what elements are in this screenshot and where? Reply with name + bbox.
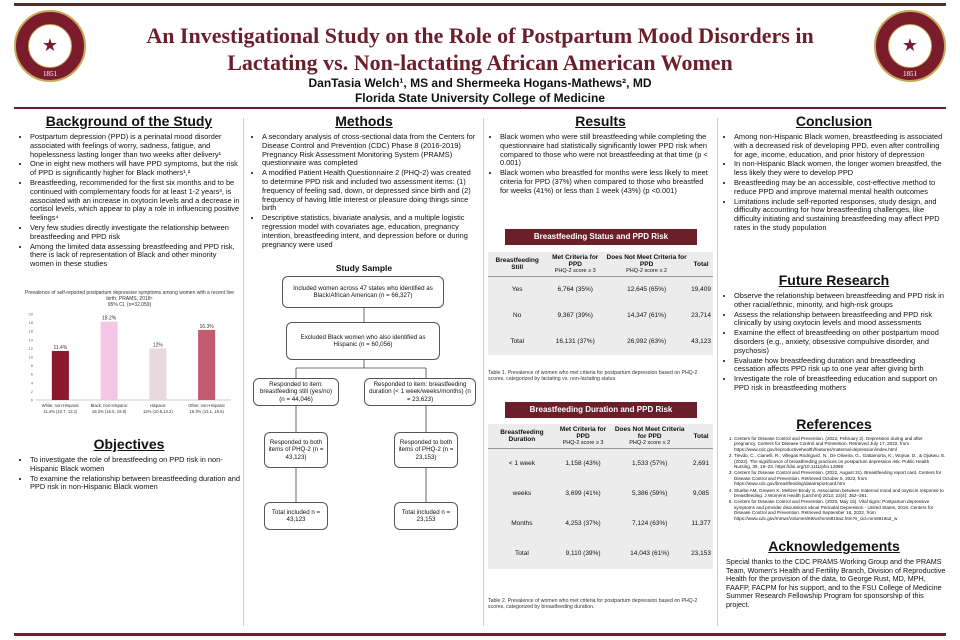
x-category-label: Hispanic	[149, 403, 166, 408]
conclusion-item: • In non-Hispanic Black women, the longer women breastfed, the less likely they were to develop PPD	[734, 160, 946, 178]
table-cell: 9,110 (39%)	[565, 550, 601, 557]
x-category-ci: 16.3% (13.1, 19.5)	[189, 409, 224, 414]
y-tick-label: 10	[28, 354, 33, 360]
x-category-ci: 11.4% (10.7, 12.1)	[43, 409, 78, 414]
table-cell: 1,533 (57%)	[631, 460, 668, 468]
table-subheader: PHQ-2 score ≤ 2	[626, 268, 668, 274]
results-heading: Results	[575, 113, 626, 129]
y-tick-label: 20	[28, 311, 33, 317]
table2	[488, 424, 713, 569]
flow-box-total-2: Total included n = 23,153	[394, 502, 458, 530]
flow-box-excluded: Excluded Black women who also identified as Hispanic (n = 60,056)	[286, 322, 440, 360]
table-cell: 5,386 (59%)	[631, 490, 668, 497]
y-tick-label: 18	[28, 320, 33, 326]
flow-box-included: Included women across 47 states who identified as Black/African American (n = 66,327)	[282, 276, 444, 308]
references-section	[722, 416, 946, 522]
flow-box-duration: Responded to item: breastfeeding duration (< 1 week/weeks/months) (n = 23,623)	[364, 378, 476, 406]
future-item: • Assess the relationship between breastfeeding and PPD risk clinically by using oxytocin levels and mood assessments	[734, 311, 946, 329]
y-tick-label: 8	[30, 363, 33, 369]
table-cell: 14,043 (61%)	[630, 550, 670, 557]
table-cell: 43,123	[691, 338, 711, 345]
top-border	[14, 3, 946, 6]
objectives-section	[18, 436, 240, 493]
background-item: • Very few studies directly investigate the relationship between breastfeeding and PPD risk	[30, 224, 240, 242]
acknowledgements-heading: Acknowledgements	[768, 538, 900, 554]
table-row	[488, 277, 713, 303]
future-item: • Observe the relationship between breastfeeding and PPD risk in other racial/ethnic, minority, and high-risk groups	[734, 292, 946, 310]
references-item: 2. Tievdo, C., Cianelli, R., Villegas Rodriguez, N., De Oliveira, G., Gattamorta, K., Wojnar, D., & Ojukwu, E. (2022). The significance of breastfeeding practices on postpartum depression risk. Public Health Nursing, 39, 15–23. https://doi.org/10.1111/phn.12969	[734, 453, 946, 469]
methods-item: • A secondary analysis of cross-sectional data from the Centers for Disease Control and Prevention (CDC) Phase 8 (2016-2019) Pregnancy Risk Assessment Monitoring System (PRAMS) questionnaire was completed	[262, 133, 478, 168]
objectives-heading: Objectives	[93, 436, 165, 452]
affiliation: Florida State University College of Medicine	[354, 91, 606, 105]
conclusion-heading: Conclusion	[795, 113, 873, 129]
flow-box-phq-1: Responded to both items of PHQ-2 (n = 43,123)	[264, 432, 328, 468]
methods-item: • A modified Patient Health Questionnaire 2 (PHQ-2) was created to determine PPD risk and included two assessment items: (1) frequency of feeling sad, down, or depressed since birth and (2) frequency of having little interest or pleasure doing things since birth	[262, 169, 478, 213]
references-list	[722, 436, 946, 521]
y-tick-label: 2	[30, 388, 33, 394]
methods-item: • Descriptive statistics, bivariate analysis, and a multiple logistic regression model with covariates age, education, pregnancy intention, breastfeeding intent, and depression before or during pregnancy were used	[262, 214, 478, 249]
future-item: • Examine the effect of breastfeeding on other postpartum mood disorders (e.g., anxiety, obsessive compulsive disorder, and psychosis)	[734, 329, 946, 355]
background-item: • One in eight new mothers will have PPD symptoms, but the risk of PPD is significantly higher for Black mothers¹,²	[30, 160, 240, 178]
results-item: • Black women who breastfed for months were less likely to meet criteria for PPD (37%) when compared to those who breastfed for weeks (41%) or less than 1 week (43%) (p <0.001)	[500, 169, 713, 195]
background-list	[18, 133, 240, 269]
background-heading: Background of the Study	[45, 113, 213, 129]
table1-title: Breastfeeding Status and PPD Risk	[505, 229, 697, 245]
table-cell: weeks	[512, 490, 532, 497]
table-cell: 4,253 (37%)	[565, 520, 601, 527]
table-header: Total	[689, 424, 713, 449]
table-row	[488, 329, 713, 355]
table1	[488, 252, 713, 355]
table-row	[488, 479, 713, 509]
table2-caption: Table 2. Prevalence of women who met criteria for postpartum depression based on PHQ-2 scores, categorized by breastfeeding duration.	[488, 598, 698, 611]
background-item: • Among the limited data assessing breastfeeding and PPD risk, there is lack of representation of Black and other minority women in these studies	[30, 243, 240, 269]
y-tick-label: 6	[30, 371, 33, 377]
future-heading: Future Research	[778, 272, 890, 288]
results-section	[488, 113, 713, 197]
table-subheader: PHQ-2 score ≥ 3	[562, 440, 604, 446]
table-cell: Total	[510, 338, 525, 345]
y-tick-label: 14	[28, 337, 33, 343]
objectives-list	[18, 456, 240, 492]
table-row	[488, 449, 713, 479]
x-category-label: White, non-Hispanic	[41, 403, 80, 408]
acknowledgements-text: Special thanks to the CDC PRAMS Working Group and the PRAMS Team, Women's Health and Fertility Branch, Division of Reproductive Health for the provision of the data, to George Rust, MD, MPH, FAAFP, FACPM for his support, and to the FSU College of Medicine Summer Research Fellowship Program for sponsorship of this project.	[726, 557, 946, 609]
column-divider	[483, 118, 484, 626]
x-category-ci: 18.2% (16.5, 19.9)	[91, 409, 127, 414]
y-tick-label: 12	[28, 345, 33, 351]
x-category-ci: 12% (10.8,13.2)	[142, 409, 173, 414]
table-header: Does Not Meet Criteria for PPD PHQ-2 score ≤ 2	[610, 424, 689, 449]
table-cell: 9,367 (39%)	[557, 312, 593, 319]
bar	[149, 348, 166, 400]
flow-title: Study Sample	[335, 263, 393, 273]
conclusion-list	[722, 133, 946, 233]
references-item: 5. Centers for Disease Control and Prevention. (2020, May 15). Vital signs: Postpartum depressive symptoms and provider discussions about Perinatal Depression - United States, 2018. Centers for Disease Control and Prevention. Retrieved September 16, 2022, from https://www.cdc.gov/mmwr/volumes/69/wr/mm6919a2.htm?s_cid=mm6919a2_w	[734, 499, 946, 521]
table-row	[488, 303, 713, 329]
future-item: • Evaluate how breastfeeding duration and breastfeeding cessation affects PPD risk up to one year after giving birth	[734, 357, 946, 375]
fsu-seal-left: ★ 1851	[14, 10, 86, 82]
methods-section	[250, 113, 478, 250]
authors: DanTasia Welch¹, MS and Shermeeka Hogans-Mathews², MD	[308, 76, 652, 90]
future-section	[722, 272, 946, 394]
objectives-item: • To investigate the role of breastfeeding on PPD risk in non-Hispanic Black women	[30, 456, 240, 474]
table-cell: 12,645 (65%)	[627, 286, 667, 294]
conclusion-section	[722, 113, 946, 234]
table-cell: 6,764 (35%)	[557, 286, 593, 294]
table-cell: 7,124 (63%)	[631, 520, 668, 527]
acknowledgements-section	[722, 538, 946, 610]
table-cell: 2,691	[692, 460, 710, 468]
conclusion-item: • Limitations include self-reported responses, study design, and difficulty accounting for how breastfeeding challenges, like difficulty initiating and sustaining breastfeeding may affect PPD rates in the study population	[734, 198, 946, 233]
prevalence-chart	[22, 290, 237, 423]
references-item: 1. Centers for Disease Control and Prevention. (2022, February 2). Depression during and after pregnancy. Centers for Disease Control and Prevention. Retrieved July 17, 2022, from https://www.cdc.gov/reproductivehealth/features/maternal-depression/index.html	[734, 436, 946, 452]
table-header: Breastfeeding Still	[488, 252, 546, 277]
column-divider	[717, 118, 718, 626]
flow-box-total-1: Total included n = 43,123	[264, 502, 328, 530]
table-cell: 9,085	[692, 490, 710, 497]
bottom-border	[14, 633, 946, 636]
background-section	[18, 113, 240, 270]
table-cell: 3,699 (41%)	[565, 490, 601, 497]
bar-value-label: 11.4%	[53, 344, 68, 351]
results-item: • Black women who were still breastfeeding while completing the questionnaire had statistically significantly lower PPD risk when compared to those who were not breastfeeding at that time (p < 0.001)	[500, 133, 713, 168]
table-header: Met Criteria for PPD PHQ-2 score ≥ 3	[556, 424, 610, 449]
table-cell: 23,153	[691, 550, 711, 557]
fsu-seal-right: ★ 1851	[874, 10, 946, 82]
bar-chart	[22, 308, 237, 418]
bar	[198, 330, 215, 400]
table-subheader: PHQ-2 score ≥ 3	[554, 268, 596, 274]
objectives-item: • To examine the relationship between breastfeeding duration and PPD risk in non-Hispanic Black women	[30, 475, 240, 493]
references-item: 4. Stuebe AM, Grewen K, Meltzer-Brody S. Association between maternal mood and oxytocin response to breastfeeding. J Womens Health (Larchmt) 2013; 22(4): 352–361.	[734, 488, 946, 499]
bar	[101, 322, 118, 400]
poster-title: An Investigational Study on the Role of Postpartum Mood Disorders in Lactating vs. Non-lactating African American Women	[146, 23, 814, 75]
table-header: Total	[689, 252, 713, 277]
table-cell: 14,347 (61%)	[627, 312, 667, 319]
background-item: • Breastfeeding, recommended for the first six months and to be continued with complementary foods for at least 1-2 years³, is associated with an increase in oxytocin levels and a decrease in cortisol levels, which appear to play a role in influencing positive feelings⁴	[30, 179, 240, 223]
x-category-label: Other, non-Hispanic	[188, 403, 226, 408]
table-header: Met Criteria for PPD PHQ-2 score ≥ 3	[546, 252, 604, 277]
conclusion-item: • Among non-Hispanic Black women, breastfeeding is associated with a decreased risk of developing PPD, even after controlling for age, income, education, and prior history of depression	[734, 133, 946, 159]
references-item: 3. Centers for Disease Control and Prevention. (2022, August 31). Breastfeeding report card. Centers for Disease Control and Prevention. Retrieved October 5, 2022, from https://www.cdc.gov/breastfeeding/data/reportcard.htm	[734, 470, 946, 486]
bar-value-label: 16.3%	[199, 323, 214, 330]
table-cell: 23,714	[691, 312, 711, 319]
table-row	[488, 539, 713, 569]
header-divider	[14, 107, 946, 109]
table-header: Breastfeeding Duration	[488, 424, 556, 449]
table-cell: 16,131 (37%)	[555, 338, 595, 345]
table-cell: < 1 week	[508, 460, 535, 468]
table-cell: Months	[511, 520, 533, 527]
table-cell: 26,992 (63%)	[627, 338, 667, 345]
table-row	[488, 509, 713, 539]
table1-caption: Table 1. Prevalence of women who met criteria for postpartum depression based on PHQ-2 scores, categorized by lactating vs. non-lactating status.	[488, 370, 698, 383]
y-tick-label: 4	[30, 380, 33, 386]
table-subheader: PHQ-2 score ≤ 2	[629, 440, 671, 446]
bar	[52, 351, 69, 400]
table-header: Does Not Meet Criteria for PPD PHQ-2 score ≤ 2	[604, 252, 689, 277]
table-cell: 19,409	[691, 286, 711, 294]
table-cell: 1,158 (43%)	[565, 460, 601, 468]
flow-box-phq-2: Responded to both items of PHQ-2 (n = 23,153)	[394, 432, 458, 468]
column-divider	[243, 118, 244, 626]
table-cell: No	[513, 312, 522, 319]
methods-heading: Methods	[335, 113, 393, 129]
references-heading: References	[796, 416, 872, 432]
chart-title: Prevalence of self-reported postpartum depressive symptoms among women with a recent live birth, PRAMS, 2018⁵	[25, 290, 234, 302]
bar-value-label: 12%	[152, 342, 163, 349]
future-list	[722, 292, 946, 393]
future-item: • Investigate the role of breastfeeding education and support on PPD risk in breastfeeding mothers	[734, 375, 946, 393]
flow-box-still: Responded to item: breastfeeding still (yes/no) (n = 44,046)	[253, 378, 339, 406]
results-list	[488, 133, 713, 196]
bar-value-label: 18.2%	[102, 315, 117, 322]
table-cell: 11,377	[691, 520, 711, 527]
table-cell: Total	[515, 550, 529, 557]
table2-title: Breastfeeding Duration and PPD Risk	[505, 402, 697, 418]
background-item: • Postpartum depression (PPD) is a perinatal mood disorder associated with feelings of worry, sadness, fatigue, and hopelessness lasting longer than two weeks after delivery¹	[30, 133, 240, 159]
methods-list	[250, 133, 478, 249]
conclusion-item: • Breastfeeding may be an accessible, cost-effective method to reduce PPD and improve maternal mental health outcomes	[734, 179, 946, 197]
table-cell: Yes	[511, 286, 523, 294]
chart-subtitle: 95% CI, (n=32,059)	[107, 302, 152, 308]
x-category-label: Black, non-Hispanic	[90, 403, 128, 408]
y-tick-label: 16	[28, 328, 33, 334]
y-tick-label: 0	[30, 397, 33, 403]
